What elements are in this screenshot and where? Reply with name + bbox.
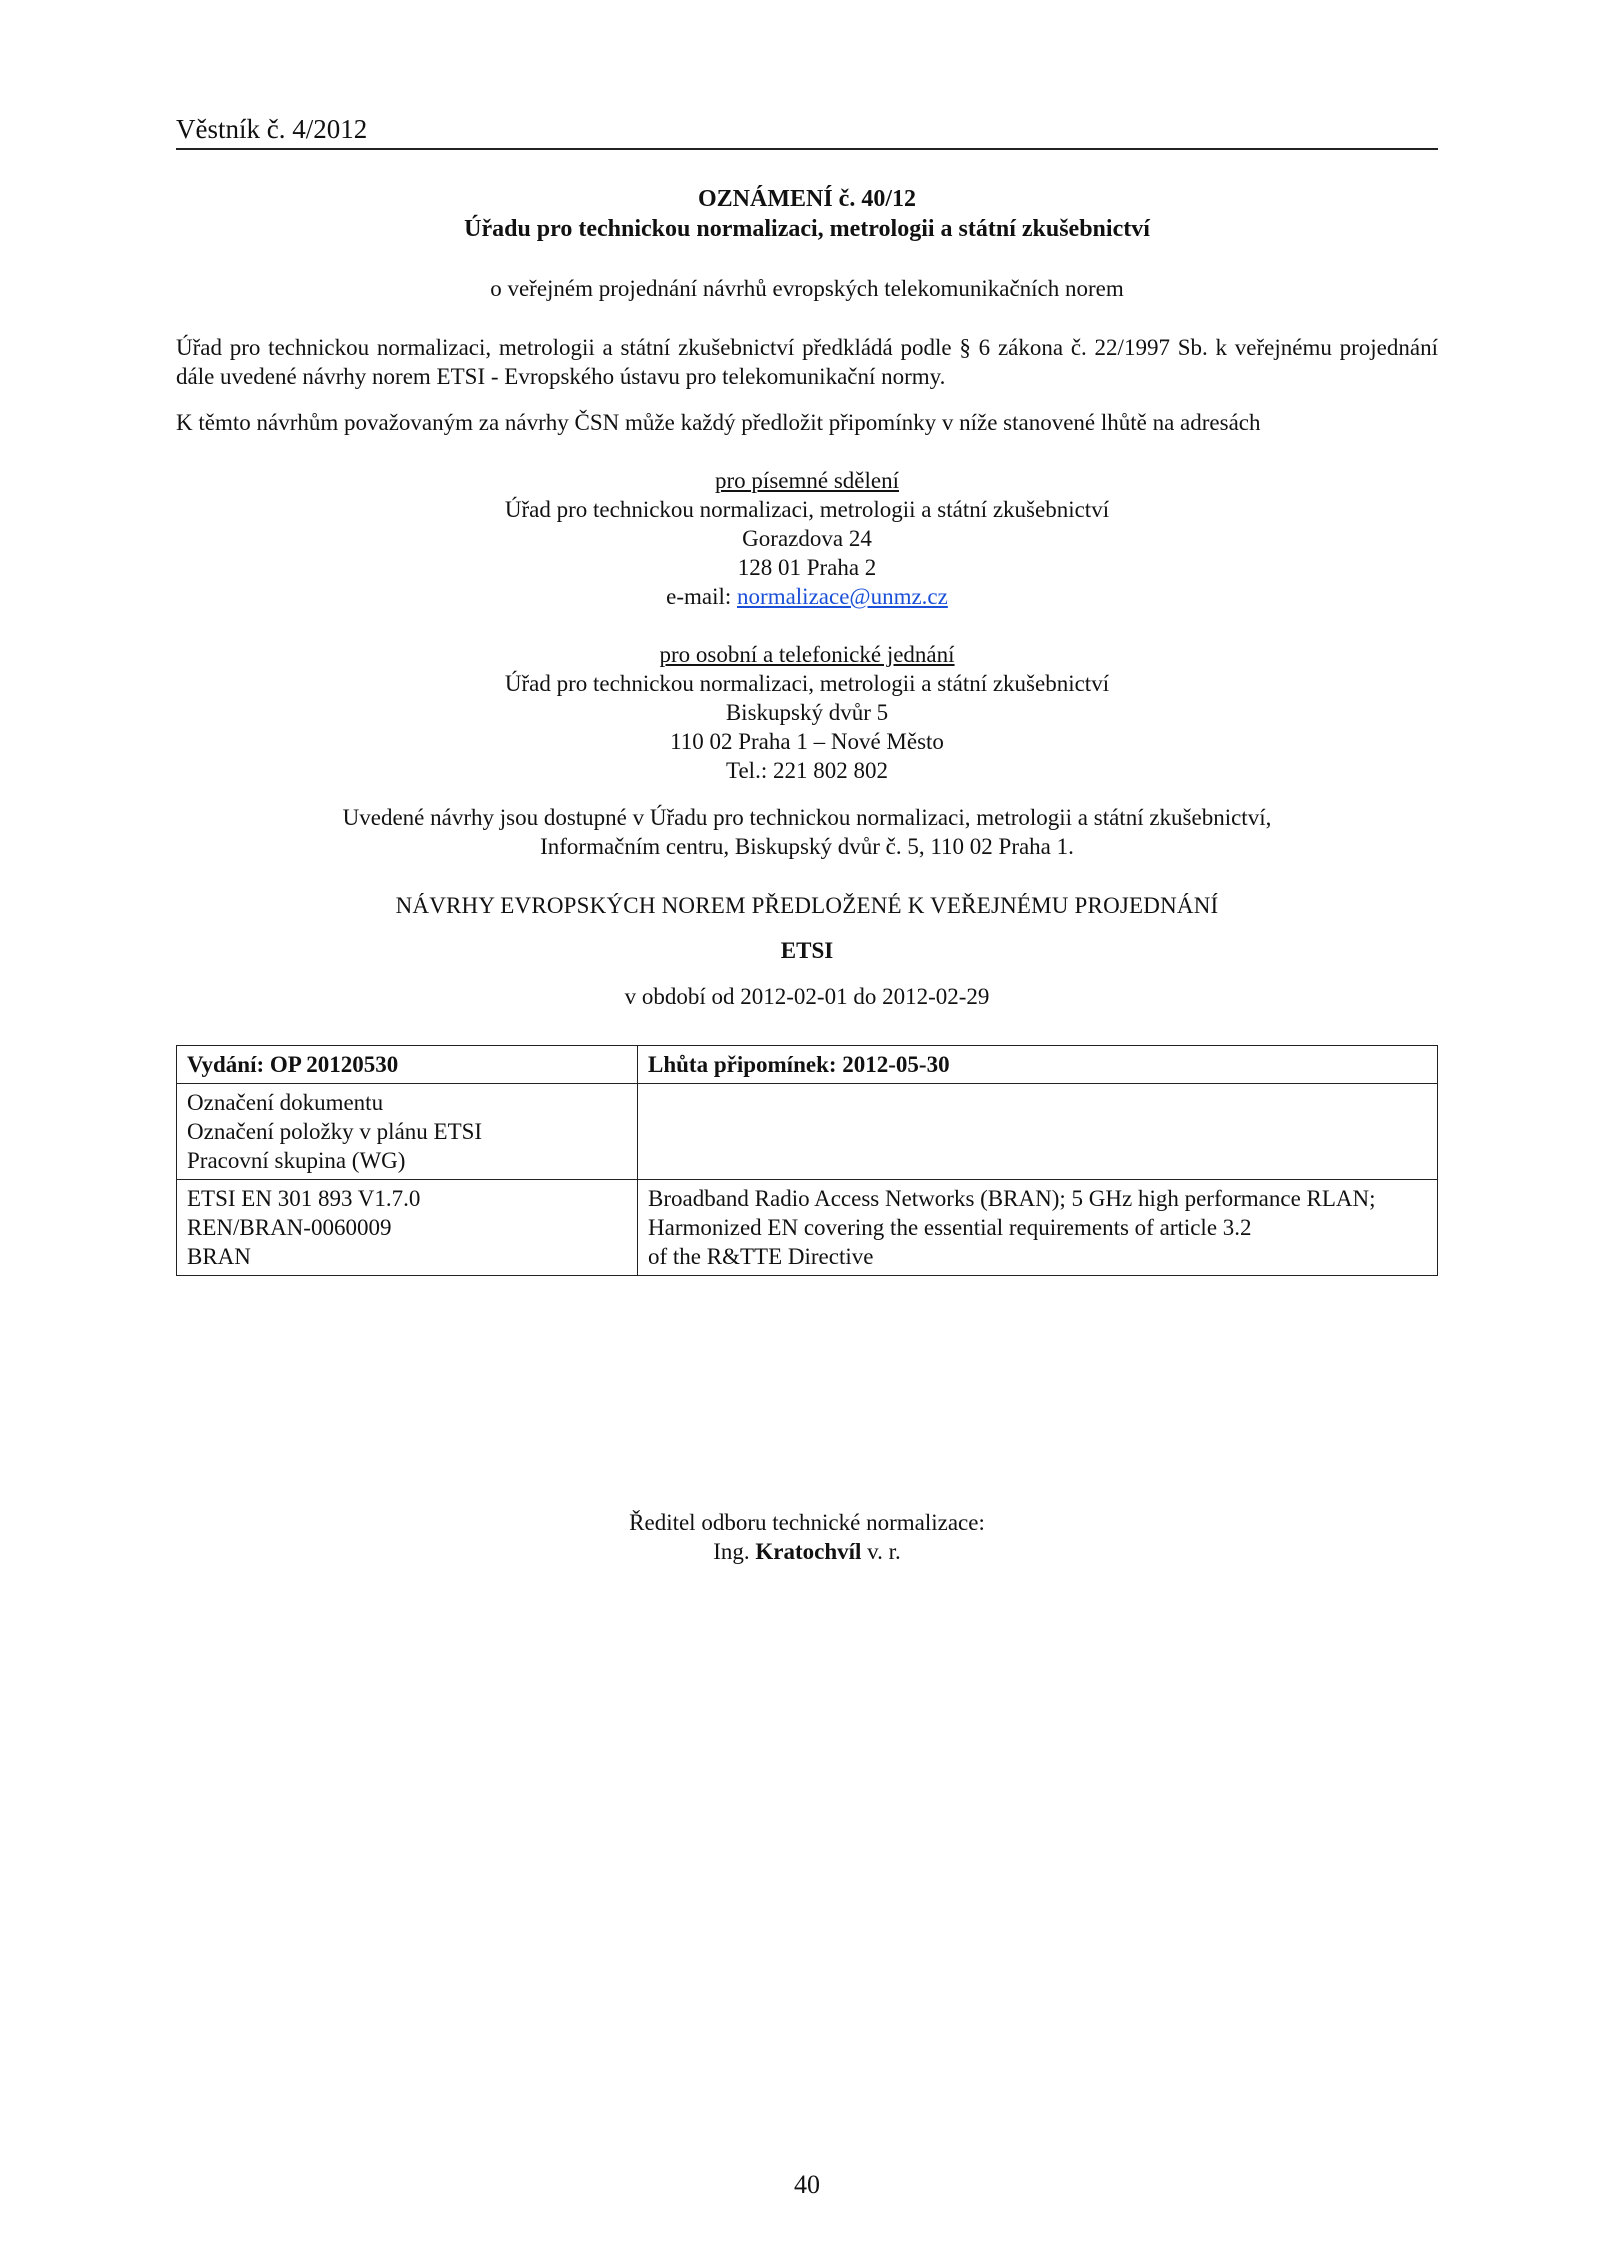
personal-contact-heading: pro osobní a telefonické jednání xyxy=(659,642,955,667)
table-legend-row xyxy=(177,1084,1438,1180)
intro-paragraph: Úřad pro technickou normalizaci, metrologii a státní zkušebnictví předkládá podle § 6 zákona č. 22/1997 Sb. k veřejnému projednání dále uvedené návrhy norem ETSI - Evropského ústavu pro telekomunikační normy. xyxy=(176,335,1438,389)
written-contact-heading: pro písemné sdělení xyxy=(715,468,899,493)
signatory-suffix: v. r. xyxy=(861,1539,901,1564)
signatory-name: Kratochvíl xyxy=(755,1539,862,1564)
comments-paragraph: K těmto návrhům považovaným za návrhy ČSN může každý předložit připomínky v níže stanovené lhůtě na adresách xyxy=(176,410,1261,435)
personal-contact-city: 110 02 Praha 1 – Nové Město xyxy=(670,729,944,754)
availability-line-1: Uvedené návrhy jsou dostupné v Úřadu pro technickou normalizaci, metrologii a státní zkušebnictví, xyxy=(342,805,1272,830)
table-row xyxy=(177,1180,1438,1276)
document-title-line-2: Harmonized EN covering the essential requirements of article 3.2 xyxy=(648,1215,1252,1240)
written-contact-org: Úřad pro technickou normalizaci, metrologii a státní zkušebnictví xyxy=(504,497,1110,522)
personal-contact-org: Úřad pro technickou normalizaci, metrologii a státní zkušebnictví xyxy=(504,671,1110,696)
written-contact-city: 128 01 Praha 2 xyxy=(737,555,877,580)
document-id-cell xyxy=(177,1180,638,1276)
written-contact-street: Gorazdova 24 xyxy=(742,526,872,551)
working-group: BRAN xyxy=(187,1244,251,1269)
written-contact-address xyxy=(176,466,1438,611)
signatory-role: Ředitel odboru technické normalizace: xyxy=(629,1510,985,1535)
notice-number: OZNÁMENÍ č. 40/12 xyxy=(698,186,916,212)
section-heading: NÁVRHY EVROPSKÝCH NOREM PŘEDLOŽENÉ K VEŘEJNÉMU PROJEDNÁNÍ xyxy=(395,893,1219,918)
availability-note xyxy=(176,803,1438,861)
issuing-office: Úřadu pro technickou normalizaci, metrologii a státní zkušebnictví xyxy=(464,216,1150,242)
email-link[interactable]: normalizace@unmz.cz xyxy=(737,584,948,609)
edition-cell: Vydání: OP 20120530 xyxy=(177,1046,638,1084)
journal-header: Věstník č. 4/2012 xyxy=(176,112,1438,150)
document-id: ETSI EN 301 893 V1.7.0 xyxy=(187,1186,421,1211)
page-number: 40 xyxy=(794,2170,820,2199)
org-short-name: ETSI xyxy=(780,938,834,963)
deadline-cell: Lhůta připomínek: 2012-05-30 xyxy=(638,1046,1438,1084)
notice-title xyxy=(176,184,1438,244)
period-line: v období od 2012-02-01 do 2012-02-29 xyxy=(624,984,990,1009)
personal-contact-street: Biskupský dvůr 5 xyxy=(725,700,889,725)
plan-item-id: REN/BRAN-0060009 xyxy=(187,1215,392,1240)
availability-line-2: Informačním centru, Biskupský dvůr č. 5, 110 02 Praha 1. xyxy=(540,834,1074,859)
document-page xyxy=(176,0,1438,2263)
document-title-line-1: Broadband Radio Access Networks (BRAN); 5 GHz high performance RLAN; xyxy=(648,1186,1376,1211)
document-title-cell xyxy=(638,1180,1438,1276)
standards-table xyxy=(176,1045,1438,1276)
written-contact-email-line xyxy=(176,582,1438,611)
signatory-name-line xyxy=(176,1537,1438,1566)
legend-cell xyxy=(177,1084,638,1180)
signature-block xyxy=(176,1508,1438,1566)
email-label: e-mail: xyxy=(666,584,738,609)
table-header-row xyxy=(177,1046,1438,1084)
signatory-prefix: Ing. xyxy=(713,1539,756,1564)
personal-contact-address xyxy=(176,640,1438,785)
legend-plan-item: Označení položky v plánu ETSI xyxy=(187,1119,483,1144)
legend-empty-cell xyxy=(638,1084,1438,1180)
legend-working-group: Pracovní skupina (WG) xyxy=(187,1148,406,1173)
legend-doc-id: Označení dokumentu xyxy=(187,1090,384,1115)
document-title-line-3: of the R&TTE Directive xyxy=(648,1244,874,1269)
notice-subtitle: o veřejném projednání návrhů evropských telekomunikačních norem xyxy=(490,276,1124,301)
personal-contact-phone: Tel.: 221 802 802 xyxy=(726,758,888,783)
